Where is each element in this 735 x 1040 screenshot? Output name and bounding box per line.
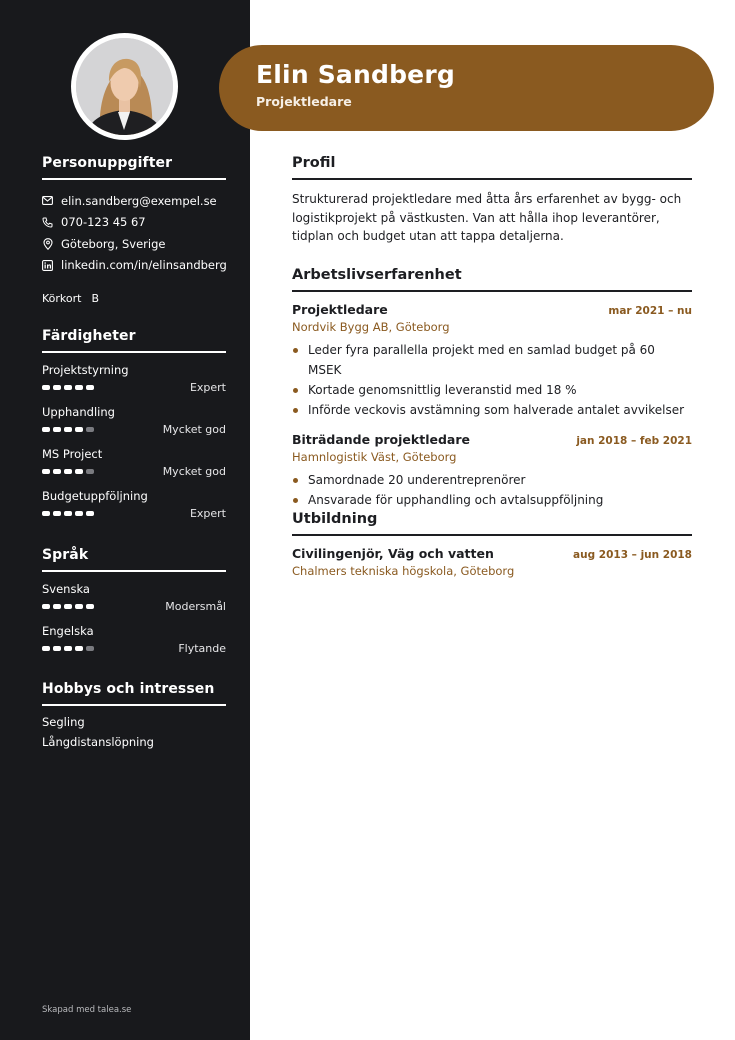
profile-photo <box>76 38 173 135</box>
rating-dot-filled <box>42 385 50 390</box>
rating-dot-filled <box>75 646 83 651</box>
hobby-item: Segling <box>42 715 85 729</box>
hobby-item: Långdistanslöpning <box>42 735 154 749</box>
rating-dot-filled <box>53 427 61 432</box>
job-entry <box>292 302 692 420</box>
rating-dot-filled <box>42 511 50 516</box>
language-level: Modersmål <box>165 600 226 613</box>
language-name: Engelska <box>42 624 94 638</box>
languages-heading: Språk <box>42 547 226 572</box>
job-title: Biträdande projektledare <box>292 432 470 447</box>
rating-dot-filled <box>75 511 83 516</box>
location-pin-icon <box>42 238 53 249</box>
rating-dot-filled <box>42 469 50 474</box>
skill-name: Budgetuppföljning <box>42 489 148 503</box>
rating-dot-filled <box>42 604 50 609</box>
rating-dot-filled <box>75 385 83 390</box>
rating-dot-filled <box>53 385 61 390</box>
rating-dot-empty <box>86 469 94 474</box>
linkedin-icon <box>42 260 53 271</box>
skill-rating <box>42 469 94 474</box>
rating-dot-filled <box>64 427 72 432</box>
education-section <box>292 511 692 578</box>
skill-item <box>42 489 226 522</box>
skill-level: Mycket god <box>162 465 226 478</box>
personal-info-heading: Personuppgifter <box>42 155 226 180</box>
skills-heading: Färdigheter <box>42 328 226 353</box>
rating-dot-filled <box>64 511 72 516</box>
skill-item <box>42 363 226 396</box>
job-title: Projektledare <box>292 302 388 317</box>
license-label: Körkort <box>42 292 82 305</box>
skill-level: Expert <box>189 381 226 394</box>
language-name: Svenska <box>42 582 90 596</box>
skill-name: Projektstyrning <box>42 363 129 377</box>
job-bullets <box>292 470 692 510</box>
language-rating <box>42 646 94 651</box>
rating-dot-filled <box>53 604 61 609</box>
job-bullet: Leder fyra parallella projekt med en samlad budget på 60 MSEK <box>292 340 692 380</box>
skill-rating <box>42 511 94 516</box>
skill-rating <box>42 427 94 432</box>
experience-section <box>292 267 692 510</box>
skill-rating <box>42 385 94 390</box>
rating-dot-filled <box>64 646 72 651</box>
language-level: Flytande <box>178 642 226 655</box>
skill-name: Upphandling <box>42 405 115 419</box>
rating-dot-filled <box>42 427 50 432</box>
sidebar <box>0 0 250 1040</box>
rating-dot-filled <box>53 646 61 651</box>
job-entry <box>292 432 692 510</box>
education-date: aug 2013 – jun 2018 <box>573 549 692 561</box>
job-date: jan 2018 – feb 2021 <box>576 435 692 447</box>
profile-section <box>292 155 692 246</box>
skill-level: Mycket god <box>162 423 226 436</box>
person-name: Elin Sandberg <box>256 60 455 89</box>
profile-heading: Profil <box>292 155 692 180</box>
skill-item <box>42 405 226 438</box>
language-item <box>42 582 226 615</box>
rating-dot-filled <box>75 427 83 432</box>
job-bullet: Samordnade 20 underentreprenörer <box>292 470 692 490</box>
rating-dot-filled <box>64 604 72 609</box>
hobbies-section <box>42 681 226 752</box>
rating-dot-filled <box>86 511 94 516</box>
hobbies-heading: Hobbys och intressen <box>42 681 226 706</box>
rating-dot-filled <box>53 469 61 474</box>
skill-level: Expert <box>189 507 226 520</box>
phone-icon <box>42 217 53 228</box>
rating-dot-filled <box>64 469 72 474</box>
footer-credit: Skapad med talea.se <box>42 1005 132 1015</box>
rating-dot-filled <box>64 385 72 390</box>
rating-dot-filled <box>75 469 83 474</box>
education-title: Civilingenjör, Väg och vatten <box>292 546 494 561</box>
personal-info-section <box>42 155 226 276</box>
rating-dot-filled <box>86 604 94 609</box>
skill-item <box>42 447 226 480</box>
job-organization: Nordvik Bygg AB, Göteborg <box>292 320 450 334</box>
language-item <box>42 624 226 657</box>
language-rating <box>42 604 94 609</box>
contact-location <box>42 233 226 255</box>
contact-email-text: elin.sandberg@exempel.se <box>61 193 217 208</box>
contact-linkedin-text: linkedin.com/in/elinsandberg <box>61 258 227 273</box>
job-date: mar 2021 – nu <box>608 305 692 317</box>
profile-photo-frame <box>71 33 178 140</box>
person-title: Projektledare <box>256 94 352 109</box>
experience-heading: Arbetslivserfarenhet <box>292 267 692 292</box>
rating-dot-filled <box>42 646 50 651</box>
job-bullet: Införde veckovis avstämning som halverade antalet avvikelser <box>292 400 692 420</box>
rating-dot-filled <box>53 511 61 516</box>
name-header <box>219 45 714 131</box>
skills-section <box>42 328 226 522</box>
drivers-license <box>42 292 99 305</box>
rating-dot-empty <box>86 427 94 432</box>
job-bullet: Ansvarade för upphandling och avtalsuppföljning <box>292 490 692 510</box>
job-organization: Hamnlogistik Väst, Göteborg <box>292 450 457 464</box>
rating-dot-filled <box>75 604 83 609</box>
contact-phone[interactable] <box>42 212 226 234</box>
license-value: B <box>91 292 100 305</box>
languages-section <box>42 547 226 657</box>
education-school: Chalmers tekniska högskola, Göteborg <box>292 564 515 578</box>
education-entry <box>292 546 692 578</box>
contact-location-text: Göteborg, Sverige <box>61 236 166 251</box>
contact-email[interactable] <box>42 190 226 212</box>
mail-icon <box>42 195 53 206</box>
rating-dot-empty <box>86 646 94 651</box>
rating-dot-filled <box>86 385 94 390</box>
skill-name: MS Project <box>42 447 103 461</box>
job-bullet: Kortade genomsnittlig leveranstid med 18 % <box>292 380 692 400</box>
contact-linkedin[interactable] <box>42 255 226 277</box>
education-heading: Utbildning <box>292 511 692 536</box>
profile-text: Strukturerad projektledare med åtta års erfarenhet av bygg- och logistikprojekt på västkusten. Van att hålla ihop leverantörer, tidplan och budget utan att tappa detaljerna. <box>292 192 682 243</box>
job-bullets <box>292 340 692 420</box>
contact-phone-text: 070-123 45 67 <box>61 215 146 230</box>
